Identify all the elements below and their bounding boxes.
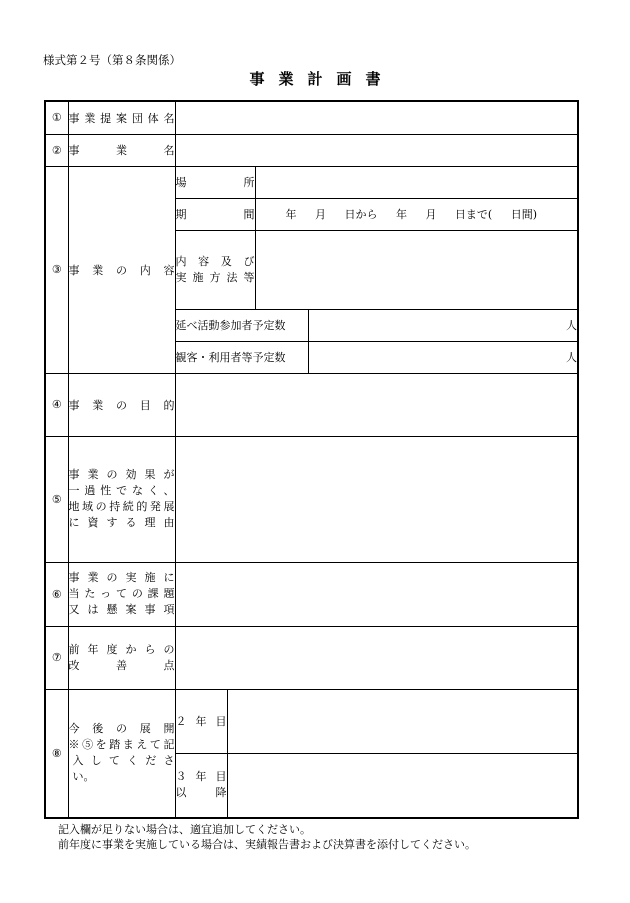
- row-number-3: ③: [45, 166, 68, 373]
- label-period: 期間: [175, 198, 255, 230]
- label-content: 事業の内容: [68, 166, 175, 373]
- label-effect: 事業の効果が 一過性でなく、 地域の持続的発展 に資する理由: [68, 436, 175, 562]
- label-visitors: 観客・利用者等予定数: [175, 341, 308, 373]
- period-year-1: 年: [285, 208, 297, 221]
- note-line-1: 記入欄が足りない場合は、適宜追加してください。: [58, 823, 311, 836]
- input-year-3[interactable]: [227, 753, 578, 818]
- row-applicant: [45, 101, 578, 134]
- label-place: 場所: [175, 166, 255, 198]
- input-improvements[interactable]: [175, 626, 578, 689]
- label-method: 内容及び 実施方法等: [175, 230, 255, 309]
- label-future: 今後の展開 ※⑤を踏まえて記 入してくださ い。: [68, 689, 175, 818]
- form-number: 様式第２号（第８条関係）: [43, 53, 181, 67]
- label-applicant: 事業提案団体名: [68, 101, 175, 134]
- input-method[interactable]: [255, 230, 578, 309]
- period-days: 日間): [510, 208, 537, 221]
- label-purpose: 事業の目的: [68, 373, 175, 436]
- label-year-3: ３年目 以降: [175, 753, 227, 818]
- input-applicant[interactable]: [175, 101, 578, 134]
- row-effect: [45, 436, 578, 562]
- row-content-place: [45, 166, 578, 198]
- input-issues[interactable]: [175, 562, 578, 626]
- label-year-2: ２年目: [175, 689, 227, 753]
- label-improvements: 前年度からの 改善点: [68, 626, 175, 689]
- label-project-name: 事業名: [68, 134, 175, 166]
- input-place[interactable]: [255, 166, 578, 198]
- notes: [58, 822, 476, 852]
- period-month-1: 月: [314, 208, 326, 221]
- period-until: 日まで(: [454, 208, 493, 221]
- input-project-name[interactable]: [175, 134, 578, 166]
- row-purpose: [45, 373, 578, 436]
- page-title: 事業計画書: [249, 70, 395, 88]
- period-month-2: 月: [425, 208, 437, 221]
- row-improvements: [45, 626, 578, 689]
- row-future-year2: [45, 689, 578, 753]
- row-number-2: ②: [45, 134, 68, 166]
- input-year-2[interactable]: [227, 689, 578, 753]
- input-purpose[interactable]: [175, 373, 578, 436]
- row-number-6: ⑥: [45, 562, 68, 626]
- input-effect[interactable]: [175, 436, 578, 562]
- period-year-2: 年: [395, 208, 407, 221]
- row-number-4: ④: [45, 373, 68, 436]
- input-period[interactable]: [255, 198, 578, 230]
- row-number-1: ①: [45, 101, 68, 134]
- note-line-2: 前年度に事業を実施している場合は、実績報告書および決算書を添付してください。: [58, 838, 476, 851]
- row-project-name: [45, 134, 578, 166]
- row-number-8: ⑧: [45, 689, 68, 818]
- label-issues: 事業の実施に 当たっての課題 又は懸案事項: [68, 562, 175, 626]
- row-number-7: ⑦: [45, 626, 68, 689]
- plan-table: [44, 100, 579, 819]
- input-visitors[interactable]: 人: [308, 341, 578, 373]
- row-issues: [45, 562, 578, 626]
- label-participants: 延べ活動参加者予定数: [175, 309, 308, 341]
- period-from: 日から: [344, 208, 378, 221]
- row-number-5: ⑤: [45, 436, 68, 562]
- input-participants[interactable]: 人: [308, 309, 578, 341]
